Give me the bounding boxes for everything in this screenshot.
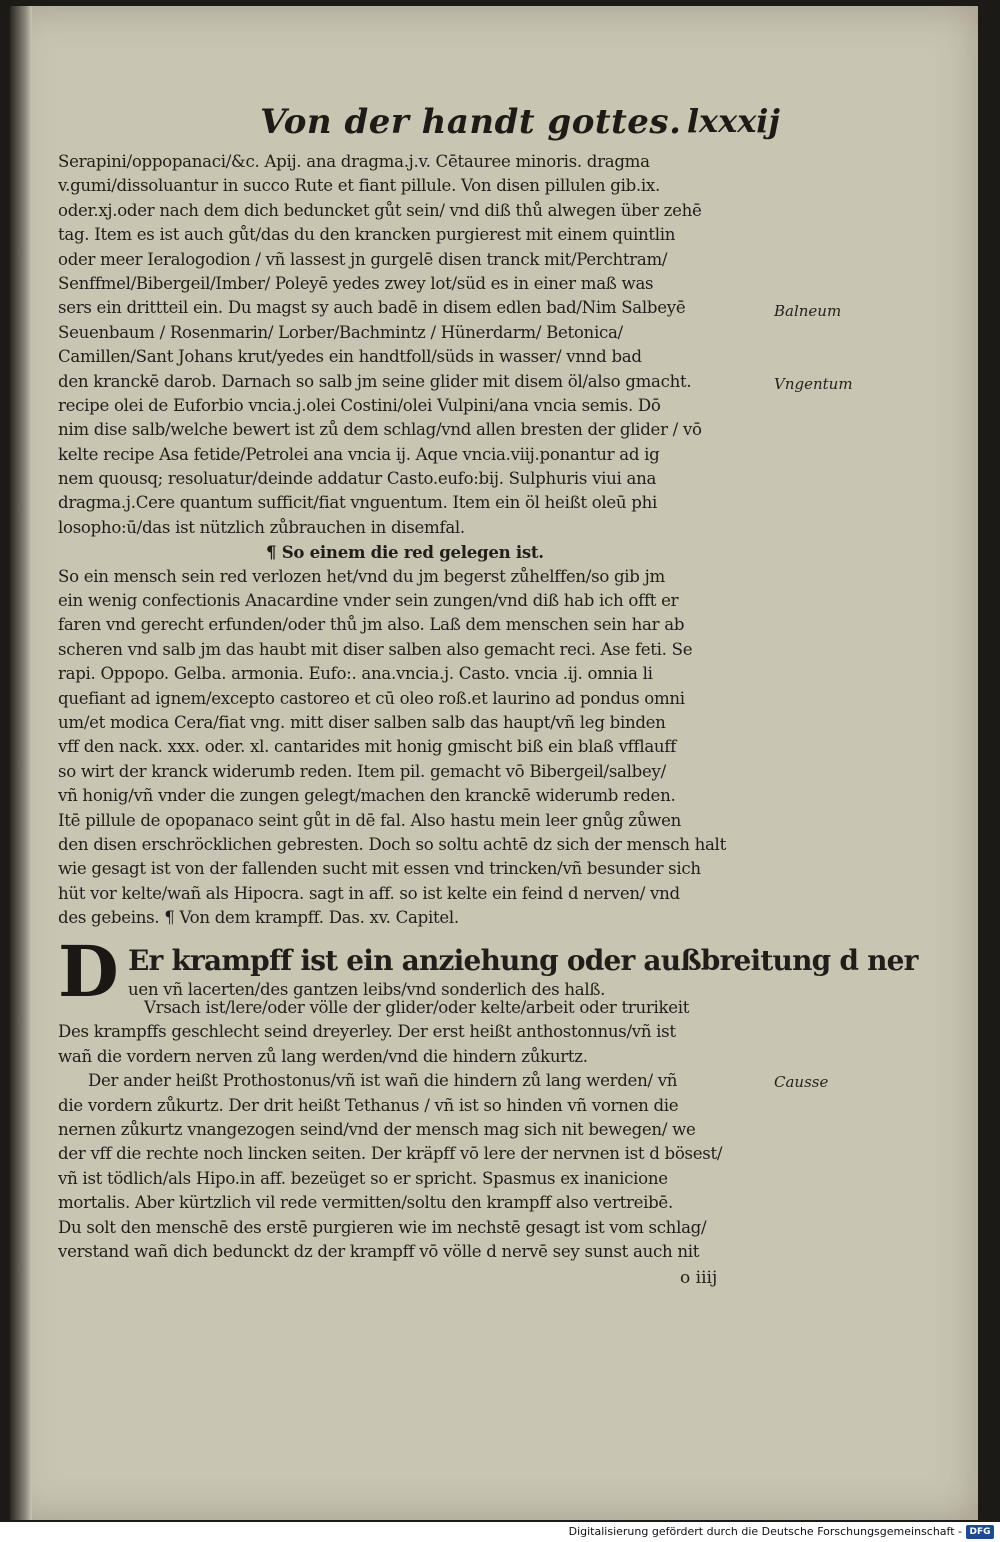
- folio-number: lxxxij: [686, 102, 780, 140]
- text-line: faren vnd gerecht erfunden/oder thů jm also. Laß dem menschen sein har ab: [58, 615, 685, 635]
- text-line: dragma.j.Cere quantum sufficit/fiat vnguentum. Item ein öl heißt oleū phi: [58, 493, 657, 513]
- text-line: vñ ist tödlich/als Hipo.in aff. bezeüget so er spricht. Spasmus ex inanicione: [58, 1168, 668, 1188]
- text-line: vff den nack. xxx. oder. xl. cantarides mit honig gmischt biß ein blaß vfflauff: [58, 737, 676, 757]
- text-line: quefiant ad ignem/excepto castoreo et cū oleo roß.et laurino ad pondus omni: [58, 688, 685, 708]
- chapter-first-line: Er krampff ist ein anziehung oder außbreitung d ner: [128, 944, 918, 977]
- text-line: recipe olei de Euforbio vncia.j.olei Costini/olei Vulpini/ana vncia semis. Dō: [58, 395, 661, 415]
- drop-cap-initial: D: [58, 930, 119, 1013]
- text-line: Du solt den menschē des erstē purgieren wie im nechstē gesagt ist vom schlag/: [58, 1217, 707, 1237]
- chapter-text-block: [58, 996, 770, 1264]
- text-line: oder meer Ieralogodion / vñ lassest jn gurgelē disen tranck mit/Perchtram/: [58, 249, 668, 269]
- page-gutter: [10, 6, 32, 1520]
- text-line: Camillen/Sant Johans krut/yedes ein handtfoll/süds in wasser/ vnnd bad: [58, 347, 642, 367]
- text-line: den kranckē darob. Darnach so salb jm seine glider mit disem öl/also gmacht.: [58, 371, 692, 391]
- signature-mark: o iiij: [680, 1268, 718, 1288]
- marginal-note-balneum: Balneum: [774, 302, 842, 320]
- text-line: des gebeins. ¶ Von dem krampff. Das. xv. Capitel.: [58, 908, 459, 928]
- text-line: kelte recipe Asa fetide/Petrolei ana vncia ij. Aque vncia.viij.ponantur ad ig: [58, 444, 660, 464]
- footer-bar: [0, 1522, 1000, 1542]
- text-line: nem quousq; resoluatur/deinde addatur Casto.eufo:bij. Sulphuris viui ana: [58, 469, 657, 489]
- text-line: tag. Item es ist auch gůt/das du den krancken purgierest mit einem quintlin: [58, 225, 676, 245]
- text-line: nernen zůkurtz vnangezogen seind/vnd der mensch mag sich nit bewegen/ we: [58, 1119, 696, 1139]
- text-line: um/et modica Cera/fiat vng. mitt diser salben salb das haupt/vñ leg binden: [58, 712, 666, 732]
- text-line: Des krampffs geschlecht seind dreyerley. Der erst heißt anthostonnus/vñ ist: [58, 1022, 676, 1042]
- text-line: wie gesagt ist von der fallenden sucht mit essen vnd trincken/vñ besunder sich: [58, 859, 701, 879]
- text-line: hüt vor kelte/wañ als Hipocra. sagt in aff. so ist kelte ein feind d nerven/ vnd: [58, 883, 680, 903]
- section-heading: ¶ So einem die red gelegen ist.: [266, 542, 544, 563]
- text-line: nim dise salb/welche bewert ist zů dem schlag/vnd allen bresten der glider / vō: [58, 420, 702, 440]
- text-line: den disen erschröcklichen gebresten. Doch so soltu achtē dz sich der mensch halt: [58, 834, 726, 854]
- marginal-note-vngentum: Vngentum: [774, 375, 853, 393]
- text-line: scheren vnd salb jm das haubt mit diser salben also gemacht reci. Ase feti. Se: [58, 639, 693, 659]
- text-line: rapi. Oppopo. Gelba. armonia. Eufo:. ana.vncia.j. Casto. vncia .ij. omnia li: [58, 664, 653, 684]
- text-line: v.gumi/dissoluantur in succo Rute et fiant pillule. Von disen pillulen gib.ix.: [58, 176, 660, 196]
- text-line: Vrsach ist/lere/oder völle der glider/oder kelte/arbeit oder trurikeit: [144, 998, 690, 1017]
- text-line: ein wenig confectionis Anacardine vnder sein zungen/vnd diß hab ich offt er: [58, 591, 679, 611]
- text-line: so wirt der kranck widerumb reden. Item pil. gemacht vō Bibergeil/salbey/: [58, 761, 666, 781]
- main-text-block: [58, 150, 770, 931]
- text-line: oder.xj.oder nach dem dich beduncket gůt sein/ vnd diß thů alwegen über zehē: [58, 200, 702, 220]
- text-line: vñ honig/vñ vnder die zungen gelegt/machen den kranckē widerumb reden.: [58, 786, 676, 806]
- text-line: Itē pillule de opopanaco seint gůt in dē fal. Also hastu mein leer gnůg zůwen: [58, 810, 682, 830]
- text-line: Seuenbaum / Rosenmarin/ Lorber/Bachmintz / Hünerdarm/ Betonica/: [58, 322, 623, 342]
- text-line: mortalis. Aber kürtzlich vil rede vermitten/soltu den krampff also vertreibē.: [58, 1193, 673, 1213]
- text-line: Senffmel/Bibergeil/Imber/ Poleyē yedes zwey lot/süd es in einer maß was: [58, 273, 654, 293]
- text-line: die vordern zůkurtz. Der drit heißt Tethanus / vñ ist so hinden vñ vornen die: [58, 1095, 679, 1115]
- funding-credit: Digitalisierung gefördert durch die Deutsche Forschungsgemeinschaft -: [568, 1525, 962, 1538]
- text-line: losopho:ū/das ist nützlich zůbrauchen in disemfal.: [58, 517, 465, 537]
- text-line: So ein mensch sein red verlozen het/vnd du jm begerst zůhelffen/so gib jm: [58, 566, 665, 586]
- text-line: Serapini/oppopanaci/&c. Apij. ana dragma.j.v. Cētauree minoris. dragma: [58, 152, 650, 171]
- marginal-note-causse: Causse: [774, 1073, 829, 1091]
- text-line: der vff die rechte noch lincken seiten. Der kräpff vō lere der nervnen ist d bösest/: [58, 1144, 723, 1164]
- running-head: [260, 102, 780, 152]
- chapter-second-line: uen vñ lacerten/des gantzen leibs/vnd sonderlich des halß.: [128, 980, 606, 999]
- text-line: wañ die vordern nerven zů lang werden/vnd die hindern zůkurtz.: [58, 1046, 588, 1066]
- running-head-title: Von der handt gottes.: [260, 102, 682, 142]
- text-line: verstand wañ dich bedunckt dz der krampff vō völle d nervē sey sunst auch nit: [58, 1241, 700, 1261]
- dfg-logo: DFG: [966, 1525, 994, 1539]
- text-line: sers ein drittteil ein. Du magst sy auch badē in disem edlen bad/Nim Salbeyē: [58, 298, 686, 318]
- text-line: Der ander heißt Prothostonus/vñ ist wañ die hindern zů lang werden/ vñ: [88, 1071, 678, 1091]
